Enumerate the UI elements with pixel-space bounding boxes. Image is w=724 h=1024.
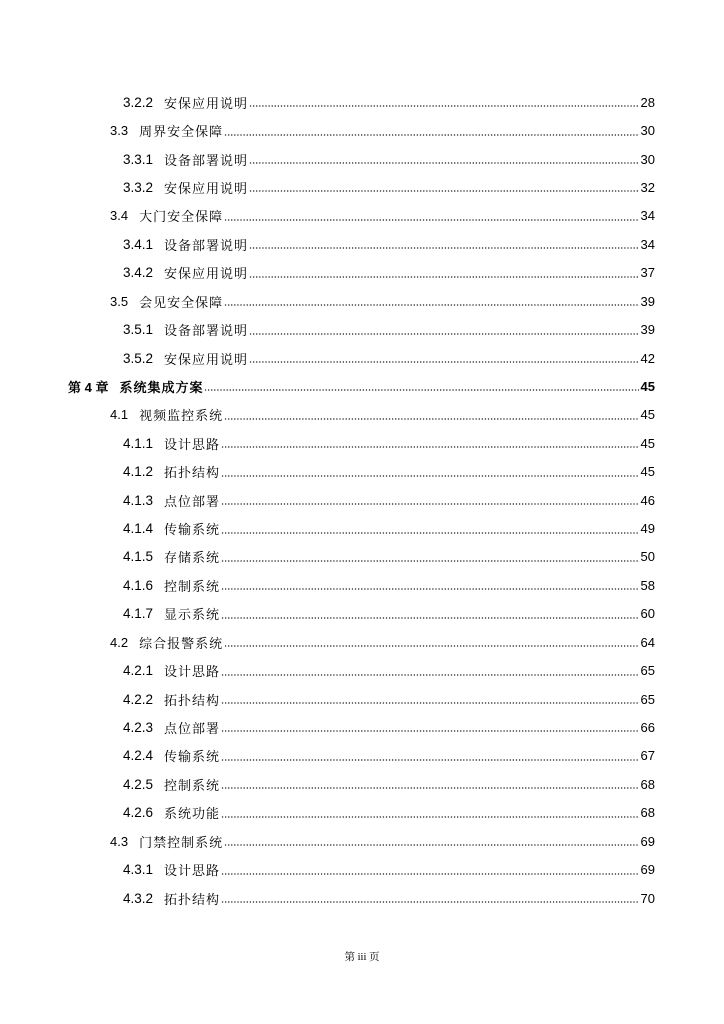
toc-entry-page-number: 30 [640,151,655,167]
dot-leader [249,276,638,278]
toc-entry-page-number: 66 [640,719,655,735]
toc-entry-page-number: 58 [640,577,655,593]
toc-entry-title: 周界安全保障 [139,124,224,140]
toc-entry-number: 4.3.1 [123,862,154,878]
toc-entry-title: 视频监控系统 [139,408,224,424]
toc-entry-title: 综合报警系统 [139,635,224,651]
toc-entry-number: 4.2.3 [123,719,154,735]
footer-page-label: 第 iii 页 [344,952,380,963]
dot-leader [221,702,638,704]
dot-leader [221,446,638,448]
page-footer [0,949,724,964]
toc-entry-4-1-7[interactable] [68,600,655,628]
toc-entry-page-number: 34 [640,236,655,252]
dot-leader [221,674,638,676]
toc-entry-title: 点位部署 [164,720,221,736]
toc-entry-number: 4.1.3 [123,492,154,508]
toc-entry-title: 设计思路 [164,436,221,452]
toc-entry-number: 4.2.6 [123,805,154,821]
toc-entry-number: 3.5.2 [123,350,154,366]
toc-entry-title: 显示系统 [164,607,221,623]
toc-entry-title: 控制系统 [164,777,221,793]
toc-entry-title: 设计思路 [164,664,221,680]
toc-entry-page-number: 70 [640,890,655,906]
toc-entry-number: 3.5 [110,293,129,309]
toc-entry-page-number: 49 [640,521,655,537]
toc-entry-number: 4.2.1 [123,663,154,679]
dot-leader [221,787,638,789]
toc-entry-4-1-4[interactable] [68,514,655,542]
toc-entry-page-number: 64 [640,634,655,650]
toc-entry-page-number: 67 [640,748,655,764]
toc-entry-title: 传输系统 [164,749,221,765]
dot-leader [224,645,638,647]
dot-leader [224,418,638,420]
toc-entry-page-number: 45 [640,464,655,480]
toc-entry-3-5-1[interactable] [68,315,655,343]
toc-entry-4-2-5[interactable] [68,770,655,798]
toc-entry-number: 4.3 [110,833,129,849]
toc-entry-number: 第 4 章 [68,379,109,395]
toc-entry-number: 4.1 [110,407,129,423]
toc-entry-page-number: 32 [640,179,655,195]
dot-leader [221,873,638,875]
toc-entry-title: 安保应用说明 [164,266,249,282]
toc-entry-page-number: 65 [640,691,655,707]
toc-entry-4-1-6[interactable] [68,571,655,599]
toc-entry-4-2-2[interactable] [68,685,655,713]
toc-entry-page-number: 60 [640,606,655,622]
toc-entry-page-number: 45 [640,378,655,394]
dot-leader [224,844,638,846]
dot-leader [224,134,638,136]
toc-entry-page-number: 65 [640,663,655,679]
toc-entry-4-1[interactable] [68,401,655,429]
toc-entry-number: 3.3 [110,123,129,139]
dot-leader [221,816,638,818]
toc-entry-number: 4.1.5 [123,549,154,565]
toc-entry-3-5-2[interactable] [68,344,655,372]
dot-leader [249,247,638,249]
toc-entry-title: 会见安全保障 [139,294,224,310]
toc-entry-4-3-2[interactable] [68,884,655,912]
dot-leader [221,588,638,590]
toc-entry-number: 3.5.1 [123,322,154,338]
toc-entry-title: 安保应用说明 [164,351,249,367]
toc-entry-4-2-1[interactable] [68,656,655,684]
dot-leader [221,759,638,761]
dot-leader [221,475,638,477]
toc-entry-page-number: 68 [640,805,655,821]
dot-leader [249,105,638,107]
toc-entry-4-3[interactable] [68,827,655,855]
dot-leader [221,560,638,562]
toc-entry-page-number: 39 [640,322,655,338]
toc-entry-number: 3.4.1 [123,236,154,252]
toc-entry-title: 拓扑结构 [164,891,221,907]
toc-entry-number: 4.1.2 [123,464,154,480]
dot-leader [249,333,638,335]
toc-entry-page-number: 69 [640,862,655,878]
dot-leader [249,162,638,164]
toc-entry-number: 4.2 [110,634,129,650]
toc-entry-number: 3.2.2 [123,94,154,110]
toc-entry-page-number: 37 [640,265,655,281]
toc-entry-4-2[interactable] [68,628,655,656]
toc-entry-number: 3.4.2 [123,265,154,281]
toc-entry-chapter-4[interactable] [68,372,655,400]
toc-entry-title: 设备部署说明 [164,152,249,168]
toc-entry-3-4[interactable] [68,202,655,230]
toc-entry-3-4-2[interactable] [68,259,655,287]
dot-leader [249,190,638,192]
toc-entry-number: 4.2.5 [123,776,154,792]
dot-leader [221,532,638,534]
toc-entry-title: 控制系统 [164,578,221,594]
toc-entry-number: 3.3.2 [123,179,154,195]
toc-entry-3-2-2[interactable] [68,88,655,116]
toc-entry-4-1-5[interactable] [68,543,655,571]
toc-entry-title: 大门安全保障 [139,209,224,225]
dot-leader [221,730,638,732]
toc-entry-title: 设备部署说明 [164,237,249,253]
toc-entry-page-number: 68 [640,776,655,792]
dot-leader [221,901,638,903]
toc-entry-title: 拓扑结构 [164,465,221,481]
toc-entry-number: 4.3.2 [123,890,154,906]
dot-leader [204,389,638,391]
toc-entry-number: 4.2.4 [123,748,154,764]
toc-entry-page-number: 50 [640,549,655,565]
toc-entry-number: 4.1.1 [123,435,154,451]
dot-leader [224,304,638,306]
toc-entry-3-4-1[interactable] [68,230,655,258]
toc-entry-page-number: 30 [640,123,655,139]
toc-entry-3-3-1[interactable] [68,145,655,173]
toc-entry-3-3[interactable] [68,116,655,144]
toc-entry-page-number: 46 [640,492,655,508]
toc-entry-page-number: 42 [640,350,655,366]
toc-entry-4-2-4[interactable] [68,742,655,770]
toc-entry-title: 点位部署 [164,493,221,509]
toc-entry-title: 系统功能 [164,806,221,822]
toc-entry-title: 传输系统 [164,522,221,538]
dot-leader [249,361,638,363]
toc-entry-title: 设计思路 [164,863,221,879]
toc-entry-page-number: 45 [640,435,655,451]
toc-entry-4-1-3[interactable] [68,486,655,514]
toc-entry-title: 存储系统 [164,550,221,566]
toc-entry-title: 系统集成方案 [119,379,204,395]
toc-entry-3-5[interactable] [68,287,655,315]
toc-entry-4-1-1[interactable] [68,429,655,457]
toc-entry-title: 门禁控制系统 [139,834,224,850]
toc-entry-number: 3.4 [110,208,129,224]
toc-entry-title: 拓扑结构 [164,692,221,708]
toc-entry-title: 安保应用说明 [164,180,249,196]
toc-entry-page-number: 39 [640,293,655,309]
toc-entry-page-number: 45 [640,407,655,423]
toc-entry-number: 3.3.1 [123,151,154,167]
toc-entry-number: 4.2.2 [123,691,154,707]
dot-leader [221,503,638,505]
toc-entry-number: 4.1.4 [123,521,154,537]
toc-entry-number: 4.1.7 [123,606,154,622]
table-of-contents [68,88,655,912]
toc-entry-3-3-2[interactable] [68,173,655,201]
dot-leader [221,617,638,619]
toc-entry-page-number: 28 [640,94,655,110]
toc-entry-4-2-6[interactable] [68,799,655,827]
toc-entry-4-1-2[interactable] [68,457,655,485]
toc-entry-4-3-1[interactable] [68,855,655,883]
toc-entry-page-number: 34 [640,208,655,224]
toc-entry-title: 安保应用说明 [164,95,249,111]
toc-entry-number: 4.1.6 [123,577,154,593]
toc-entry-page-number: 69 [640,833,655,849]
toc-entry-title: 设备部署说明 [164,323,249,339]
toc-entry-4-2-3[interactable] [68,713,655,741]
dot-leader [224,219,638,221]
